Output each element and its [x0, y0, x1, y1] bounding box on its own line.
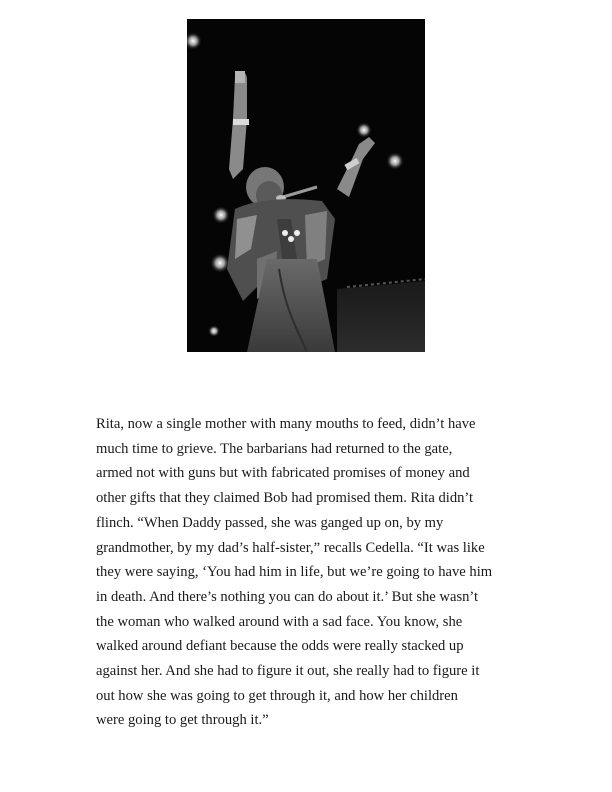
- paragraph-line: grandmother, by my dad’s half-sister,” recalls Cedella. “It was like: [96, 539, 485, 556]
- paragraph-line: Rita, now a single mother with many mouths to feed, didn’t have: [96, 416, 476, 432]
- paragraph-line: armed not with guns but with fabricated promises of money and: [96, 465, 470, 482]
- paragraph-line: out how she was going to get through it, and how her children: [96, 687, 458, 704]
- paragraph-line: walked around defiant because the odds were really stacked up: [96, 638, 464, 655]
- paragraph-line: they were saying, ‘You had him in life, but we’re going to have him: [96, 564, 493, 581]
- paragraph-line: against her. And she had to figure it out, she really had to figure it: [96, 663, 480, 680]
- paragraph-line: other gifts that they claimed Bob had promised them. Rita didn’t: [96, 490, 474, 507]
- performer-photo-icon: [187, 19, 425, 352]
- paragraph-line: in death. And there’s nothing you can do about it.’ But she wasn’t: [96, 588, 479, 605]
- paragraph-line: much time to grieve. The barbarians had returned to the gate,: [96, 440, 453, 457]
- paragraph-line: were going to get through it.”: [96, 712, 269, 729]
- paragraph-line: flinch. “When Daddy passed, she was ganged up on, by my: [96, 514, 444, 531]
- paragraph-line: the woman who walked around with a sad face. You know, she: [96, 613, 463, 630]
- performer-photo: [187, 19, 425, 352]
- body-paragraph: [96, 412, 526, 733]
